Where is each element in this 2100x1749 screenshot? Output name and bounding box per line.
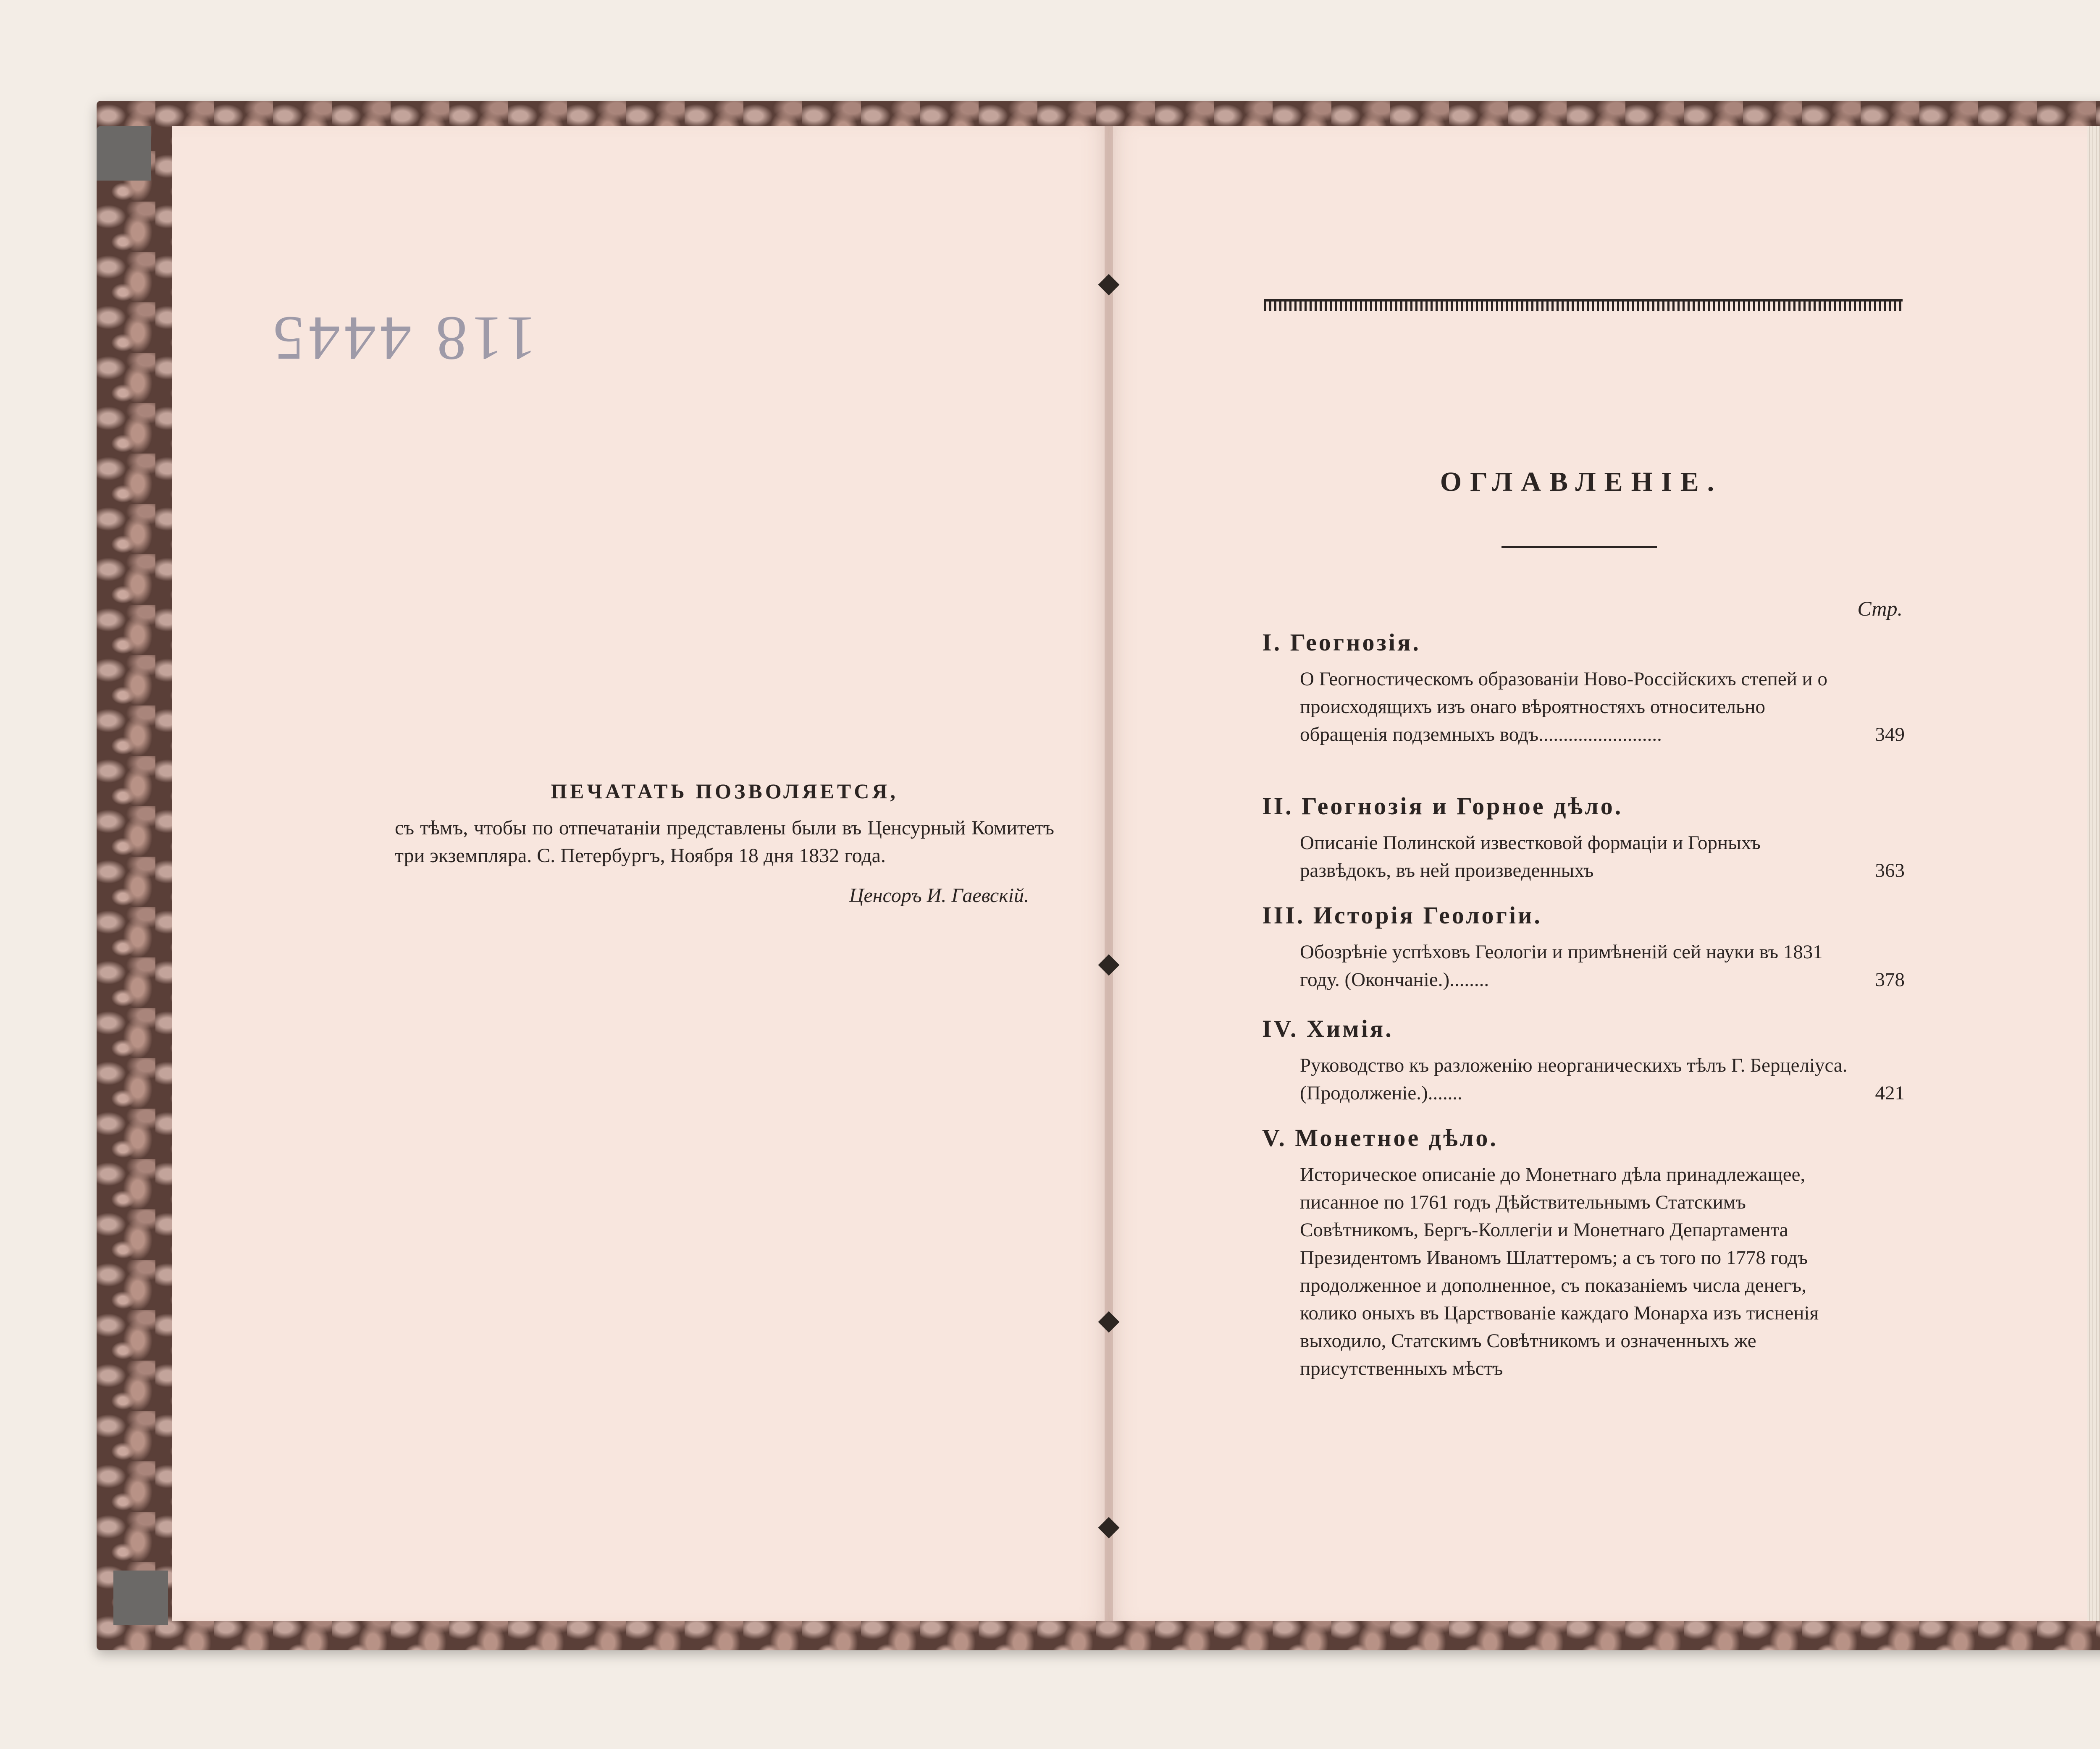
imprimatur-body: съ тѣмъ, чтобы по отпечатаніи представлены были въ Ценсурный Комитетъ три экземпляра. С. Петербургъ, Ноября 18 дня 1832 года.: [395, 817, 1054, 867]
toc-entry: [1300, 665, 1905, 748]
toc-entry-text: Историческое описаніе до Монетнаго дѣла принадлежащее, писанное по 1761 годъ Дѣйствительнымъ Статскимъ Совѣтникомъ, Бергъ-Коллегіи и Монетнаго Департамента Президентомъ Иваномъ Шлаттеромъ; а съ того по 1778 годъ продолженное и дополненное, съ показаніемъ числа денегъ, колико оныхъ въ Царствованіе каждаго Монарха изъ тисненія выходило, Статскимъ Совѣтникомъ и означенныхъ же присутственныхъ мѣстъ: [1300, 1164, 1819, 1379]
toc-section: [1262, 1012, 1905, 1107]
toc-entry: [1300, 938, 1905, 994]
section-heading: V. Монетное дѣло.: [1262, 1124, 1498, 1151]
toc-section: [1262, 899, 1905, 994]
toc-entry: [1300, 829, 1905, 884]
section-heading: II. Геогнозія и Горное дѣло.: [1262, 792, 1623, 820]
toc-entry-text: О Геогностическомъ образованіи Ново-Россійскихъ степей и о происходящихъ изъ онаго вѣроятностяхъ относительно обращенія подземныхъ водъ.........................: [1300, 668, 1828, 745]
toc-section: [1262, 789, 1905, 884]
toc-entry: [1300, 1051, 1905, 1107]
imprimatur: [395, 779, 1054, 907]
section-heading: III. Исторія Геологіи.: [1262, 902, 1542, 929]
cover-corner-top-left: [97, 126, 151, 181]
cover-corner-bottom-left: [113, 1571, 168, 1625]
toc-title: ОГЛАВЛЕНІЕ.: [1440, 467, 1723, 497]
handwritten-inventory-number: 118 4445: [269, 304, 536, 373]
toc-entry-text: Описаніе Полинской известковой формаціи и Горныхъ развѣдокъ, въ ней произведенныхъ: [1300, 832, 1761, 881]
section-heading: I. Геогнозія.: [1262, 629, 1421, 656]
toc-entry-page: 421: [1875, 1082, 1905, 1104]
toc-section: [1262, 626, 1905, 748]
section-heading: IV. Химія.: [1262, 1015, 1394, 1042]
book-gutter: [1105, 126, 1113, 1621]
toc-entry-page: 349: [1875, 724, 1905, 745]
censor-signature: Ценсоръ И. Гаевскій.: [849, 884, 1029, 907]
toc-entry-text: Руководство къ разложенію неорганическихъ тѣлъ Г. Берцеліуса. (Продолженіе.).......: [1300, 1054, 1848, 1104]
imprimatur-heading: ПЕЧАТАТЬ ПОЗВОЛЯЕТСЯ,: [551, 779, 898, 803]
page-column-label: Стр.: [1857, 597, 1903, 620]
decorative-rule: [1264, 299, 1903, 311]
toc-section: [1262, 1121, 1905, 1382]
toc-entry-text: Обозрѣніе успѣховъ Геологіи и примѣненій сей науки въ 1831 году. (Окончаніе.)........: [1300, 941, 1823, 991]
toc-entry-page: 363: [1875, 860, 1905, 881]
title-rule: [1502, 546, 1657, 548]
toc-entry: [1300, 1161, 1905, 1382]
toc-entry-page: 378: [1875, 969, 1905, 991]
